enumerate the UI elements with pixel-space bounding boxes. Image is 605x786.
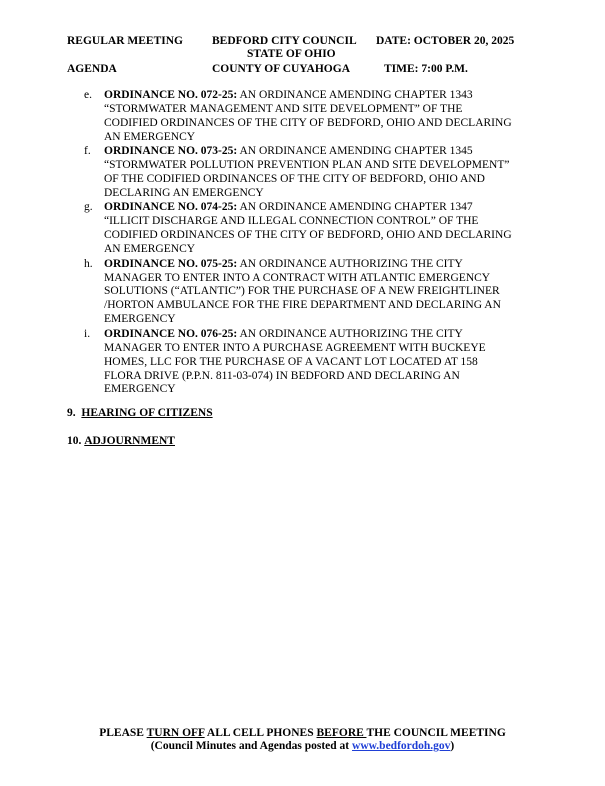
ordinance-text-line: OF THE CODIFIED ORDINANCES OF THE CITY OF BEDFORD, OHIO AND — [104, 173, 485, 186]
council-name: BEDFORD CITY COUNCIL — [212, 35, 357, 47]
meeting-type: REGULAR MEETING — [67, 35, 183, 47]
ordinance-number: ORDINANCE NO. 073-25: — [104, 145, 238, 158]
meeting-date: DATE: OCTOBER 20, 2025 — [376, 35, 515, 47]
ordinance-text-line: AN ORDINANCE AUTHORIZING THE CITY — [237, 327, 463, 340]
ordinance-text-line: FLORA DRIVE (P.P.N. 811-03-074) IN BEDFORD AND DECLARING AN — [104, 369, 460, 382]
section-number: 9. — [67, 407, 76, 419]
section-title: ADJOURNMENT — [84, 435, 175, 447]
footer-text: ALL CELL PHONES — [204, 727, 317, 739]
ordinance-text-line: MANAGER TO ENTER INTO A CONTRACT WITH ATLANTIC EMERGENCY — [104, 271, 491, 284]
ordinance-number: ORDINANCE NO. 074-25: — [104, 201, 238, 214]
ordinance-text-line: HOMES, LLC FOR THE PURCHASE OF A VACANT LOT LOCATED AT 158 — [104, 355, 478, 368]
list-item — [81, 201, 541, 257]
ordinance-text-line: EMERGENCY — [104, 313, 176, 326]
ordinance-number: ORDINANCE NO. 076-25: — [104, 327, 238, 340]
meeting-time: TIME: 7:00 P.M. — [384, 63, 468, 75]
list-item — [81, 328, 541, 398]
ordinance-text-line: MANAGER TO ENTER INTO A PURCHASE AGREEMENT WITH BUCKEYE — [104, 341, 486, 354]
ordinance-text-line: SOLUTIONS (“ATLANTIC”) FOR THE PURCHASE OF A NEW FREIGHTLINER — [104, 285, 500, 298]
item-letter: f. — [84, 145, 91, 158]
footer-website-note — [0, 740, 605, 753]
footer-emphasis: TURN OFF — [146, 727, 205, 739]
ordinance-text-line: DECLARING AN EMERGENCY — [104, 186, 264, 199]
ordinance-number: ORDINANCE NO. 075-25: — [104, 257, 238, 270]
ordinance-text-line: AN ORDINANCE AMENDING CHAPTER 1343 — [237, 89, 473, 101]
ordinance-text-line: AN ORDINANCE AMENDING CHAPTER 1345 — [237, 145, 473, 158]
footer-text: THE COUNCIL MEETING — [366, 727, 506, 739]
item-letter: g. — [84, 201, 93, 214]
county-name: COUNTY OF CUYAHOGA — [212, 63, 351, 75]
agenda-label: AGENDA — [67, 63, 117, 75]
footer-text: PLEASE — [99, 727, 147, 739]
item-letter: i. — [84, 327, 91, 340]
ordinance-text-line: EMERGENCY — [104, 383, 176, 396]
ordinance-text-line: “ILLICIT DISCHARGE AND ILLEGAL CONNECTION CONTROL” OF THE — [104, 215, 479, 228]
section-adjournment — [67, 434, 175, 448]
section-number: 10. — [67, 435, 82, 447]
item-letter: h. — [84, 257, 93, 270]
ordinance-text-line: AN ORDINANCE AUTHORIZING THE CITY — [237, 257, 463, 270]
item-letter: e. — [84, 89, 92, 101]
ordinance-text-line: AN ORDINANCE AMENDING CHAPTER 1347 — [237, 201, 473, 214]
list-item — [81, 258, 541, 328]
footer-text: ) — [450, 740, 455, 752]
ordinance-text-line: AN EMERGENCY — [104, 243, 196, 256]
ordinance-text-line: CODIFIED ORDINANCES OF THE CITY OF BEDFORD, OHIO AND DECLARING — [104, 229, 512, 242]
footer-text: (Council Minutes and Agendas posted at — [150, 740, 353, 752]
website-link[interactable]: www.bedfordoh.gov — [352, 740, 451, 752]
ordinance-text-line: /HORTON AMBULANCE FOR THE FIRE DEPARTMENT AND DECLARING AN — [104, 299, 501, 312]
ordinance-number: ORDINANCE NO. 072-25: — [104, 89, 238, 101]
list-item — [81, 145, 541, 201]
ordinance-text-line: AN EMERGENCY — [104, 130, 196, 143]
ordinance-list — [81, 89, 541, 398]
state-name: STATE OF OHIO — [247, 48, 336, 60]
ordinance-text-line: CODIFIED ORDINANCES OF THE CITY OF BEDFORD, OHIO AND DECLARING — [104, 116, 512, 129]
list-item — [81, 89, 541, 145]
ordinance-text-line: “STORMWATER POLLUTION PREVENTION PLAN AND SITE DEVELOPMENT” — [104, 159, 510, 172]
section-hearing-of-citizens — [67, 406, 213, 420]
footer-emphasis: BEFORE — [316, 727, 367, 739]
footer-notice — [0, 727, 605, 740]
ordinance-text-line: “STORMWATER MANAGEMENT AND SITE DEVELOPMENT” OF THE — [104, 102, 463, 115]
section-title: HEARING OF CITIZENS — [81, 407, 213, 419]
